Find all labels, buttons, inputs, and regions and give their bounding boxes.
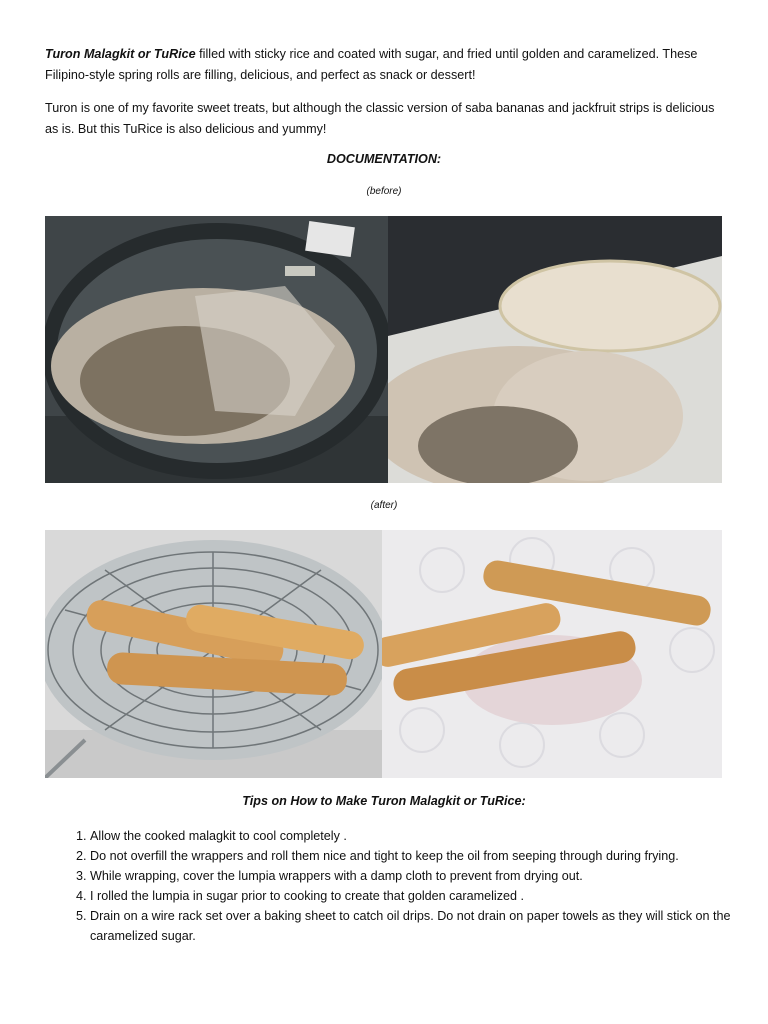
photo-lumpia-wrappers: [388, 216, 722, 483]
tip-item: 1. Allow the cooked malagkit to cool completely .: [90, 826, 768, 846]
intro-paragraph: [45, 44, 725, 86]
favorite-paragraph: Turon is one of my favorite sweet treats, but although the classic version of saba bananas and jackfruit strips is delicious as is. But this TuRice is also delicious and yummy!: [45, 101, 715, 136]
after-label: (after): [370, 500, 398, 511]
tip-item: 3. While wrapping, cover the lumpia wrappers with a damp cloth to prevent from drying out.: [90, 866, 768, 886]
documentation-heading: DOCUMENTATION:: [326, 152, 442, 166]
tip-item: 5. Drain on a wire rack set over a baking sheet to catch oil drips. Do not drain on paper towels as they will stick on the caramelized sugar.: [90, 906, 768, 946]
tips-heading: Tips on How to Make Turon Malagkit or TuRice:: [242, 794, 526, 808]
photo-rice-in-pan: [45, 216, 388, 483]
photo-turon-on-rack: [45, 530, 382, 778]
tips-list: [52, 826, 768, 946]
before-label: (before): [366, 186, 402, 197]
tip-item: 2. Do not overfill the wrappers and roll them nice and tight to keep the oil from seeping through during frying.: [90, 846, 768, 866]
recipe-title: Turon Malagkit or TuRice: [45, 47, 196, 61]
tip-item: 4. I rolled the lumpia in sugar prior to cooking to create that golden caramelized .: [90, 886, 768, 906]
intro-text: filled with sticky rice and coated with sugar, and fried until golden and caramelized. These Filipino-style spring rolls are filling, delicious, and perfect as snack or dessert!: [45, 47, 698, 82]
photo-turon-on-paper-towel: [382, 530, 722, 778]
